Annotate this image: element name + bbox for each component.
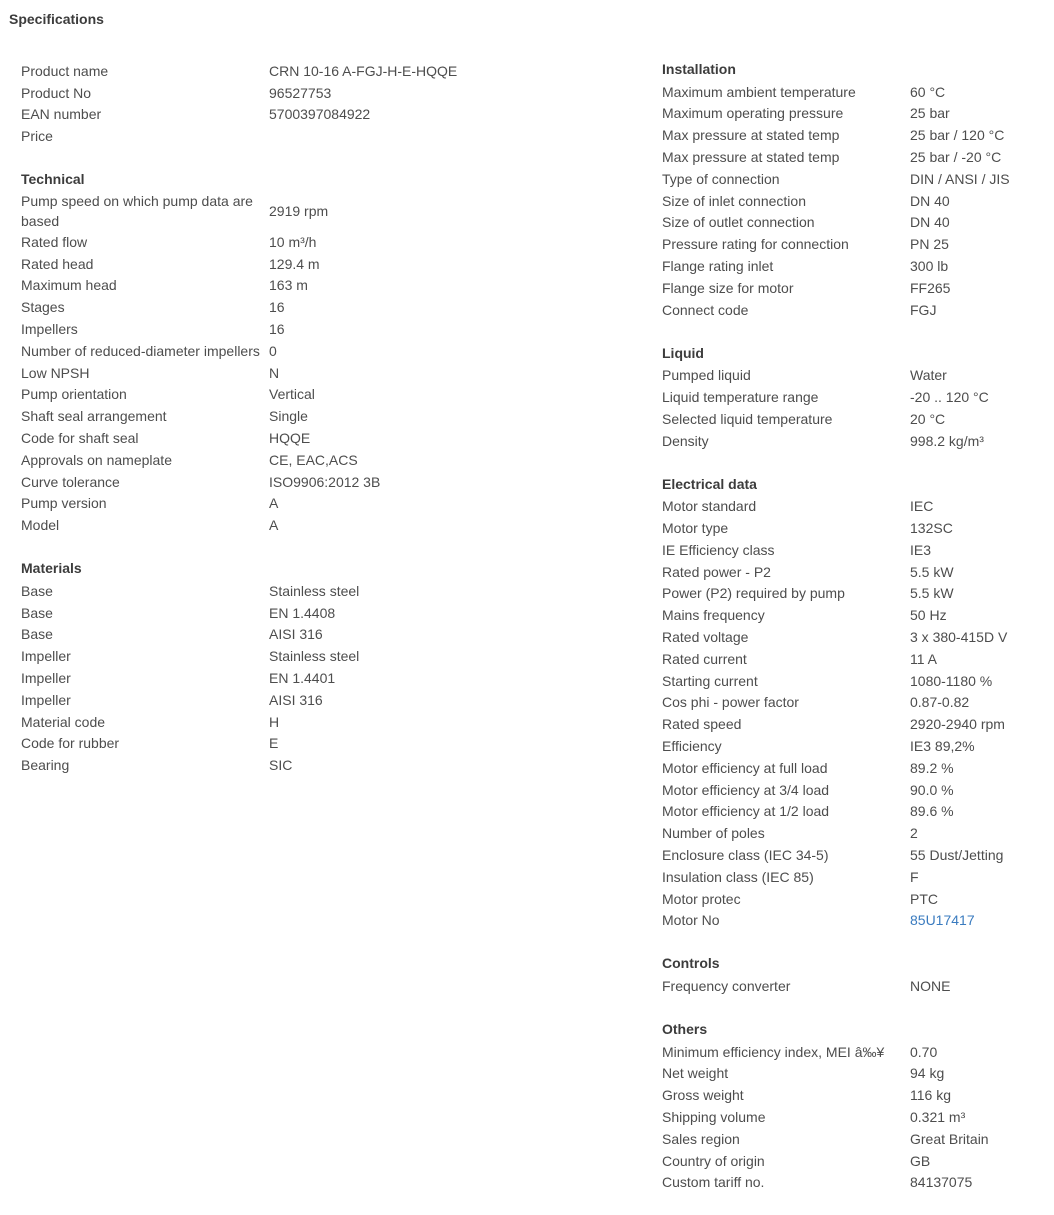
spec-label: Maximum head	[21, 277, 117, 294]
spec-label: Rated head	[21, 255, 94, 272]
spec-label: Liquid temperature range	[662, 389, 819, 406]
spec-label: Starting current	[662, 672, 758, 689]
right-column	[662, 59, 1054, 1215]
spec-label: Curve tolerance	[21, 473, 120, 490]
spec-value: 55 Dust/Jetting	[910, 846, 1004, 863]
spec-value: ISO9906:2012 3B	[269, 473, 381, 490]
spec-row	[662, 517, 1054, 539]
spec-row	[21, 405, 441, 427]
spec-row	[21, 125, 441, 147]
spec-value: 16	[269, 321, 285, 338]
spec-label: Power (P2) required by pump	[662, 585, 845, 602]
spec-label: Product No	[21, 84, 92, 101]
spec-row	[21, 427, 441, 449]
spec-row	[662, 212, 1054, 234]
spec-row	[21, 514, 441, 536]
spec-label: Motor protec	[662, 890, 741, 907]
spec-row	[662, 670, 1054, 692]
spec-label: Impeller	[21, 691, 71, 708]
spec-row	[662, 626, 1054, 648]
spec-row	[662, 648, 1054, 670]
spec-row	[662, 604, 1054, 626]
spec-value: 84137075	[910, 1174, 973, 1191]
section-heading: Controls	[662, 955, 720, 972]
spec-value: 25 bar / 120 °C	[910, 127, 1005, 144]
spec-label: Net weight	[662, 1065, 729, 1082]
spec-value: Stainless steel	[269, 582, 360, 599]
spec-label: Pump speed on which pump data are based	[21, 192, 253, 229]
spec-value: F	[910, 868, 919, 885]
spec-row	[21, 711, 441, 733]
spec-label: Code for shaft seal	[21, 430, 139, 447]
spec-value: 89.2 %	[910, 759, 954, 776]
spec-label: Base	[21, 582, 53, 599]
spec-value: 0.70	[910, 1043, 938, 1060]
spec-value: PTC	[910, 890, 938, 907]
spec-value: 50 Hz	[910, 607, 947, 624]
section-heading: Others	[662, 1020, 708, 1037]
spec-label: Efficiency	[662, 738, 722, 754]
spec-label: Selected liquid temperature	[662, 410, 833, 427]
spec-row	[21, 667, 441, 689]
spec-row	[662, 975, 1054, 997]
spec-row	[662, 408, 1054, 430]
spec-row	[21, 231, 441, 253]
spec-row	[662, 779, 1054, 801]
spec-row	[662, 888, 1054, 910]
spec-label: Code for rubber	[21, 735, 120, 752]
spec-value: 163 m	[269, 277, 308, 294]
spec-value: FF265	[910, 279, 951, 296]
spec-label: Number of reduced-diameter impellers	[21, 342, 260, 359]
spec-value: 5.5 kW	[910, 563, 954, 580]
spec-value: DN 40	[910, 214, 950, 231]
spec-section-technical	[21, 169, 441, 536]
spec-value: Stainless steel	[269, 648, 360, 665]
spec-label: IE Efficiency class	[662, 541, 775, 558]
spec-label: Price	[21, 128, 53, 145]
spec-row	[662, 299, 1054, 321]
spec-label: Base	[21, 604, 53, 621]
spec-value: FGJ	[910, 301, 937, 318]
spec-label: Flange size for motor	[662, 279, 794, 296]
spec-row	[662, 1171, 1054, 1193]
spec-label: Type of connection	[662, 170, 780, 187]
spec-label: Gross weight	[662, 1087, 744, 1104]
spec-row	[21, 296, 441, 318]
spec-row	[662, 255, 1054, 277]
spec-value: 89.6 %	[910, 803, 954, 820]
spec-label: Shipping volume	[662, 1108, 766, 1125]
spec-value-link[interactable]: 85U17417	[910, 912, 975, 929]
spec-label: Bearing	[21, 757, 70, 774]
spec-label: Minimum efficiency index, MEI â‰¥	[662, 1043, 885, 1060]
spec-section-controls	[662, 953, 1054, 997]
spec-label: Motor efficiency at 3/4 load	[662, 781, 830, 798]
spec-value: Single	[269, 408, 308, 425]
spec-value: 5700397084922	[269, 106, 371, 123]
spec-label: Custom tariff no.	[662, 1174, 765, 1191]
spec-value: 116 kg	[910, 1087, 951, 1104]
spec-row	[662, 233, 1054, 255]
spec-value: Water	[910, 367, 947, 384]
spec-row	[21, 253, 441, 275]
spec-value: 20 °C	[910, 410, 946, 427]
spec-label: Pressure rating for connection	[662, 236, 849, 253]
spec-label: Impeller	[21, 670, 71, 687]
spec-row	[21, 602, 441, 624]
spec-label: Mains frequency	[662, 607, 765, 624]
spec-value: H	[269, 713, 280, 730]
spec-label: Rated current	[662, 650, 747, 667]
spec-label: Size of outlet connection	[662, 214, 815, 231]
spec-row	[662, 822, 1054, 844]
spec-value: N	[269, 364, 280, 381]
spec-row	[21, 340, 441, 362]
spec-row	[662, 81, 1054, 103]
spec-value: 132SC	[910, 520, 953, 537]
spec-value: NONE	[910, 977, 951, 994]
spec-label: Max pressure at stated temp	[662, 149, 840, 166]
spec-value: 5.5 kW	[910, 585, 954, 602]
spec-label: Density	[662, 432, 709, 449]
spec-value: A	[269, 495, 279, 512]
spec-label: Rated power - P2	[662, 563, 771, 580]
spec-value: SIC	[269, 757, 293, 774]
spec-row	[662, 909, 1054, 931]
spec-value: 3 x 380-415D V	[910, 629, 1008, 646]
spec-row	[662, 364, 1054, 386]
spec-value: 2919 rpm	[269, 202, 329, 219]
spec-row	[21, 689, 441, 711]
spec-value: PN 25	[910, 236, 949, 253]
spec-row	[21, 82, 441, 104]
left-column	[21, 60, 458, 798]
spec-label: Insulation class (IEC 85)	[662, 868, 814, 885]
spec-row	[21, 318, 441, 340]
spec-value: IE3 89,2%	[910, 738, 975, 754]
section-heading: Technical	[21, 171, 85, 188]
spec-value: 0.321 m³	[910, 1108, 966, 1125]
spec-row	[662, 757, 1054, 779]
spec-row	[662, 1106, 1054, 1128]
spec-value: 0.87-0.82	[910, 694, 970, 711]
spec-row	[21, 104, 441, 126]
spec-row	[662, 1150, 1054, 1172]
spec-value: 1080-1180 %	[910, 672, 993, 689]
spec-label: Max pressure at stated temp	[662, 127, 840, 144]
spec-label: Motor efficiency at 1/2 load	[662, 803, 830, 820]
spec-label: Stages	[21, 299, 65, 316]
spec-row	[21, 580, 441, 602]
spec-label: Model	[21, 517, 60, 534]
spec-row	[21, 384, 441, 406]
spec-section-materials	[21, 558, 441, 776]
spec-label: Shaft seal arrangement	[21, 408, 167, 425]
spec-label: Maximum operating pressure	[662, 105, 844, 122]
spec-row	[662, 583, 1054, 605]
spec-value: Great Britain	[910, 1130, 989, 1147]
spec-row	[662, 1041, 1054, 1063]
spec-row	[662, 561, 1054, 583]
spec-row	[662, 1062, 1054, 1084]
spec-label: Pump orientation	[21, 386, 127, 403]
spec-label: Motor efficiency at full load	[662, 759, 828, 776]
spec-row	[662, 692, 1054, 714]
spec-value: CRN 10-16 A-FGJ-H-E-HQQE	[269, 62, 458, 79]
spec-label: Pump version	[21, 495, 107, 512]
spec-label: Frequency converter	[662, 977, 791, 994]
spec-label: Pumped liquid	[662, 367, 751, 384]
spec-row	[662, 124, 1054, 146]
spec-value: -20 .. 120 °C	[910, 389, 989, 406]
spec-label: Number of poles	[662, 825, 765, 842]
spec-value: EN 1.4401	[269, 670, 336, 687]
spec-value: 25 bar / -20 °C	[910, 149, 1002, 166]
spec-label: Country of origin	[662, 1152, 765, 1169]
spec-value: E	[269, 735, 279, 752]
spec-row	[662, 866, 1054, 888]
spec-value: A	[269, 517, 279, 534]
spec-label: Impeller	[21, 648, 71, 665]
spec-row	[662, 277, 1054, 299]
spec-label: Connect code	[662, 301, 749, 318]
spec-label: Cos phi - power factor	[662, 694, 799, 711]
spec-row	[21, 493, 441, 515]
spec-label: Motor type	[662, 520, 729, 537]
spec-value: CE, EAC,ACS	[269, 451, 358, 468]
spec-value: IE3	[910, 541, 932, 558]
spec-value: 90.0 %	[910, 781, 954, 798]
spec-section-others	[662, 1019, 1054, 1193]
spec-row	[21, 275, 441, 297]
spec-value: IEC	[910, 498, 934, 515]
spec-row	[21, 754, 441, 776]
spec-value: 94 kg	[910, 1065, 945, 1082]
spec-row	[662, 168, 1054, 190]
spec-row	[21, 449, 441, 471]
spec-label: Rated voltage	[662, 629, 749, 646]
spec-row	[662, 539, 1054, 561]
spec-section-general	[21, 60, 458, 147]
spec-row	[662, 844, 1054, 866]
spec-value: 2920-2940 rpm	[910, 716, 1005, 733]
spec-section-electrical-data	[662, 474, 1054, 932]
spec-value: 96527753	[269, 84, 332, 101]
spec-value: 998.2 kg/m³	[910, 432, 984, 449]
spec-value: 300 lb	[910, 258, 949, 275]
spec-row	[662, 386, 1054, 408]
section-heading: Electrical data	[662, 475, 757, 492]
spec-value: 0	[269, 342, 277, 359]
spec-value: 60 °C	[910, 83, 946, 100]
spec-row	[662, 146, 1054, 168]
spec-section-liquid	[662, 343, 1054, 452]
spec-label: Low NPSH	[21, 364, 90, 381]
spec-label: Flange rating inlet	[662, 258, 774, 275]
page-title: Specifications	[9, 11, 104, 27]
spec-value: 2	[910, 825, 918, 842]
spec-label: EAN number	[21, 106, 102, 123]
spec-value: 25 bar	[910, 105, 950, 122]
spec-label: Impellers	[21, 321, 78, 338]
spec-row	[21, 60, 458, 82]
spec-row	[662, 430, 1054, 452]
spec-row	[662, 190, 1054, 212]
spec-label: Motor No	[662, 912, 720, 929]
spec-row	[21, 624, 441, 646]
spec-label: Rated flow	[21, 233, 88, 250]
spec-label: Material code	[21, 713, 106, 730]
section-heading: Liquid	[662, 344, 704, 361]
spec-label: Rated speed	[662, 716, 742, 733]
spec-label: Maximum ambient temperature	[662, 83, 856, 100]
spec-value: 10 m³/h	[269, 233, 317, 250]
spec-row	[662, 713, 1054, 735]
spec-label: Enclosure class (IEC 34-5)	[662, 846, 829, 863]
spec-value: DIN / ANSI / JIS	[910, 170, 1010, 187]
section-heading: Installation	[662, 61, 736, 77]
spec-value: 11 A	[910, 650, 937, 667]
spec-value: AISI 316	[269, 626, 323, 643]
spec-label: Sales region	[662, 1130, 740, 1147]
spec-value: GB	[910, 1152, 931, 1169]
spec-label: Size of inlet connection	[662, 192, 806, 209]
spec-row	[662, 1128, 1054, 1150]
spec-row	[662, 103, 1054, 125]
spec-value: HQQE	[269, 430, 311, 447]
spec-row	[662, 735, 1054, 757]
spec-label: Base	[21, 626, 53, 643]
spec-section-installation	[662, 59, 1054, 321]
spec-row	[21, 645, 441, 667]
spec-value: 129.4 m	[269, 255, 320, 272]
spec-row	[21, 471, 441, 493]
spec-value: Vertical	[269, 386, 315, 403]
spec-row	[21, 362, 441, 384]
spec-value: EN 1.4408	[269, 604, 336, 621]
spec-label: Approvals on nameplate	[21, 451, 172, 468]
spec-row	[662, 495, 1054, 517]
section-heading: Materials	[21, 560, 82, 577]
spec-row	[662, 1084, 1054, 1106]
spec-value: 16	[269, 299, 285, 316]
spec-row	[662, 801, 1054, 823]
spec-value: AISI 316	[269, 691, 323, 708]
spec-row	[21, 733, 441, 755]
spec-label: Product name	[21, 62, 109, 79]
spec-label: Motor standard	[662, 498, 757, 515]
spec-row	[21, 191, 441, 231]
spec-value: DN 40	[910, 192, 950, 209]
